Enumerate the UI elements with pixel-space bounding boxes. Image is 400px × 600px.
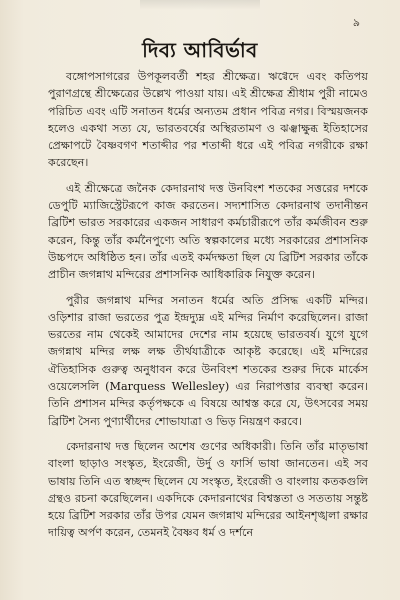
paragraph-1: বঙ্গোপসাগরের উপকূলবর্তী শহর শ্রীক্ষেত্র। ঋগ্বেদে এবং কতিপয় পুরাণগ্রন্থে শ্রীক্ষেত্রের উল্লেখ পাওয়া যায়। এই শ্রীক্ষেত্র শ্রীধাম পুরী নামেও পরিচিত এবং এটি সনাতন ধর্মের অন্যতম প্রধান পবিত্র নগর। বিস্ময়জনক হলেও একথা সত্য যে, ভারতবর্ষের অস্থিরতামণ ও ঝঞ্ঝাক্ষুব্ধ ইতিহাসের প্রেক্ষাপটে বৈষ্ণবগণ শতাব্দীর পর শতাব্দী ধরে এই পবিত্র নগরীকে রক্ষা করেছেন। xyxy=(48,70,368,170)
chapter-title: দিব্য আবির্ভাব xyxy=(142,38,258,62)
page-number: ৯ xyxy=(352,16,360,29)
paragraph-2: এই শ্রীক্ষেত্রে জনৈক কেদারনাথ দত্ত উনবিংশ শতকের সত্তরের দশকে ডেপুটি ম্যাজিস্ট্রেটরূপে কাজ করতেন। সদ্যশাসিত কেদারনাথ তদানীন্তন ব্রিটিশ ভারত সরকারের একজন সাধারণ কর্মচারীরূপে তাঁর কর্মজীবন শুরু করেন, কিন্তু তাঁর কর্মনৈপুণ্যে অতি স্বল্পকালের মধ্যে সরকারের প্রশাসনিক উচ্চপদে অধিষ্ঠিত হন। তাঁর এতই কর্মদক্ষতা ছিল যে ব্রিটিশ সরকার তাঁকে প্রাচীন জগন্নাথ মন্দিরের প্রশাসনিক আধিকারিক নিযুক্ত করেন। xyxy=(48,181,368,282)
page-shadow xyxy=(140,0,260,10)
paragraph-3: পুরীর জগন্নাথ মন্দির সনাতন ধর্মের অতি প্রসিদ্ধ একটি মন্দির। ওড়িশার রাজা ভরতের পুত্র ইন্দ্রদ্যুম্ন এই মন্দির নির্মাণ করেছিলেন। রাজা ভরতের নাম থেকেই আমাদের দেশের নাম হয়েছে ভারতবর্ষ। যুগে যুগে জগন্নাথ মন্দির লক্ষ লক্ষ তীর্থযাত্রীকে আকৃষ্ট করেছে। এই মন্দিরের ঐতিহাসিক গুরুত্ব অনুধাবন করে উনবিংশ শতকের শুরুর দিকে মার্কেস ওয়েলেসলি (Marquess Wellesley) এর নিরাপত্তার ব্যবস্থা করেন। তিনি প্রশাসন মন্দির কর্তৃপক্ষকে এ বিষয়ে আশ্বস্ত করে যে, উৎসবের সময় ব্রিটিশ সৈন্য পুণ্যার্থীদের শোভাযাত্রা ও ভিড় নিয়ন্ত্রণ করবে। xyxy=(48,293,368,428)
paragraph-4: কেদারনাথ দত্ত ছিলেন অশেষ গুণের অধিকারী। তিনি তাঁর মাতৃভাষা বাংলা ছাড়াও সংস্কৃত, ইংরেজী, উর্দু ও ফার্সি ভাষা জানতেন। এই সব ভাষায় তিনি এত স্বচ্ছন্দ ছিলেন যে সংস্কৃত, ইংরেজী ও বাংলায় কতকগুলি গ্রন্থও রচনা করেছিলেন। একদিকে কেদারনাথের বিশ্বস্ততা ও সততায় সন্তুষ্ট হয়ে ব্রিটিশ সরকার তাঁর উপর যেমন জগন্নাথ মন্দিরের আইনশৃঙ্খলা রক্ষার দায়িত্ব অর্পণ করেন, তেমনই বৈষ্ণব ধর্ম ও দর্শনে xyxy=(48,439,368,540)
body-text xyxy=(48,68,368,596)
